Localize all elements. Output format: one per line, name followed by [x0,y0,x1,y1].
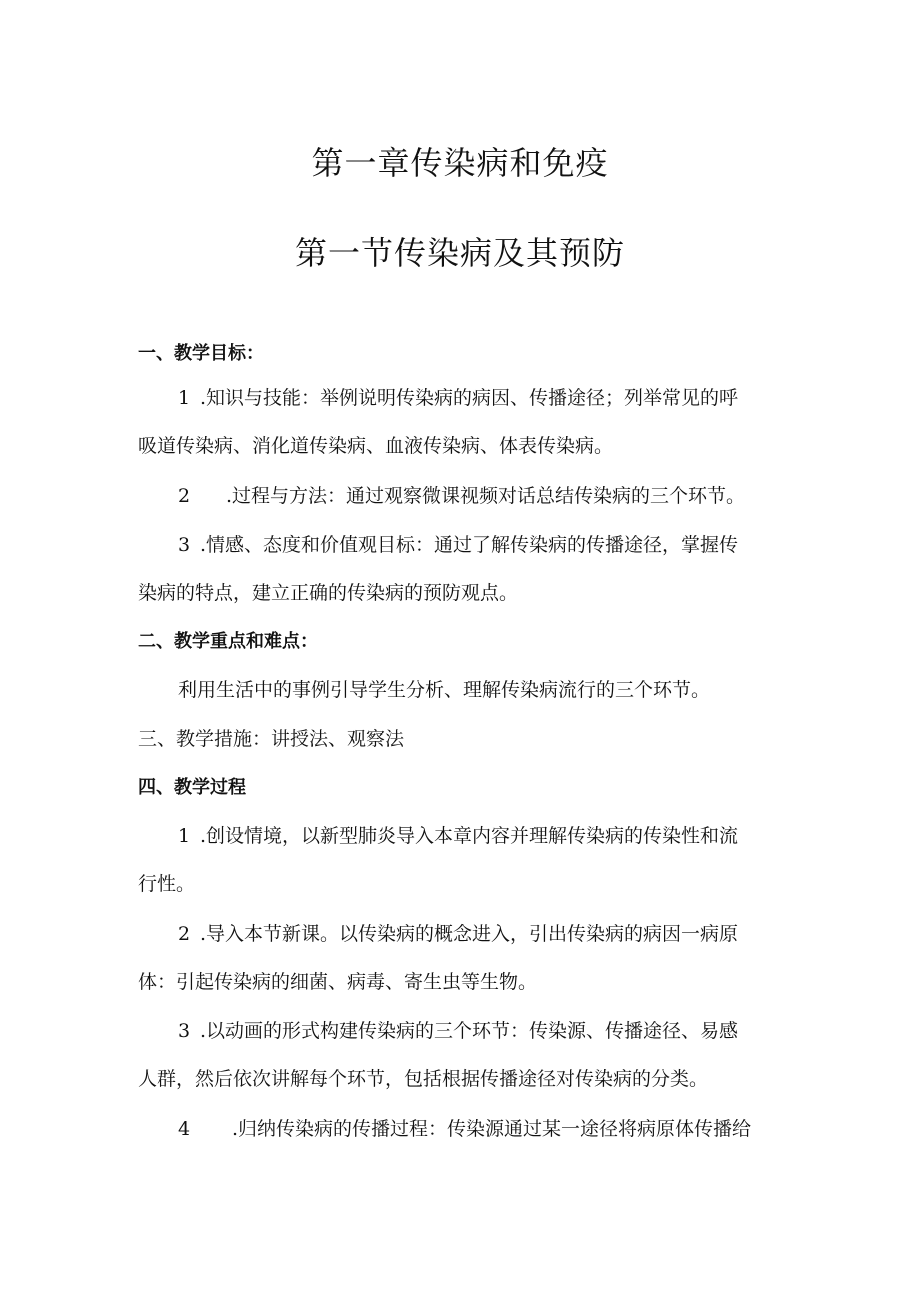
process-item-2-number: 2 [178,923,191,945]
objective-item-3-text: .情感、态度和价值观目标：通过了解传染病的传播途径，掌握传 [200,534,739,556]
process-item-3-line-2: 人群，然后依次讲解每个环节，包括根据传播途径对传染病的分类。 [138,1068,709,1090]
process-item-2-line-1 [178,922,738,946]
process-item-4-text: .归纳传染病的传播过程：传染源通过某一途径将病原体传播给 [232,1118,752,1140]
process-item-2-line-2: 体：引起传染病的细菌、病毒、寄生虫等生物。 [138,971,538,993]
section-title: 第一节传染病及其预防 [294,234,625,272]
keypoints-text: 利用生活中的事例引导学生分析、理解传染病流行的三个环节。 [178,679,711,701]
process-item-3-number: 3 [178,1020,191,1042]
process-heading: 四、教学过程 [138,777,246,798]
objective-item-2-number: 2 [178,485,191,507]
keypoints-heading: 二、教学重点和难点： [138,631,318,652]
chapter-title: 第一章传染病和免疫 [311,144,609,182]
process-item-4-line-1 [178,1117,751,1141]
objective-item-3-line-2: 染病的特点，建立正确的传染病的预防观点。 [138,582,519,604]
process-item-4-number: 4 [178,1118,191,1140]
process-item-3-line-1 [178,1019,738,1043]
objective-item-1-number: 1 [178,387,191,409]
process-item-1-line-2: 行性。 [138,873,196,895]
objective-item-1-line-1 [178,386,738,410]
objective-item-2-text: .过程与方法：通过观察微课视频对话总结传染病的三个环节。 [226,485,746,507]
process-item-2-text: .导入本节新课。以传染病的概念进入，引出传染病的病因一病原 [200,923,739,945]
objective-item-3-line-1 [178,533,738,557]
objective-item-1-text: .知识与技能：举例说明传染病的病因、传播途径；列举常见的呼 [200,387,739,409]
process-item-1-number: 1 [178,825,191,847]
process-item-1-text: .创设情境，以新型肺炎导入本章内容并理解传染病的传染性和流 [200,825,739,847]
objective-item-3-number: 3 [178,534,191,556]
objectives-heading: 一、教学目标： [138,343,264,364]
process-item-3-text: .以动画的形式构建传染病的三个环节：传染源、传播途径、易感 [200,1020,739,1042]
measures-text: 三、教学措施：讲授法、观察法 [138,728,405,750]
objective-item-2 [178,484,745,508]
objective-item-1-line-2: 吸道传染病、消化道传染病、血液传染病、体表传染病。 [138,435,614,457]
process-item-1-line-1 [178,824,738,848]
